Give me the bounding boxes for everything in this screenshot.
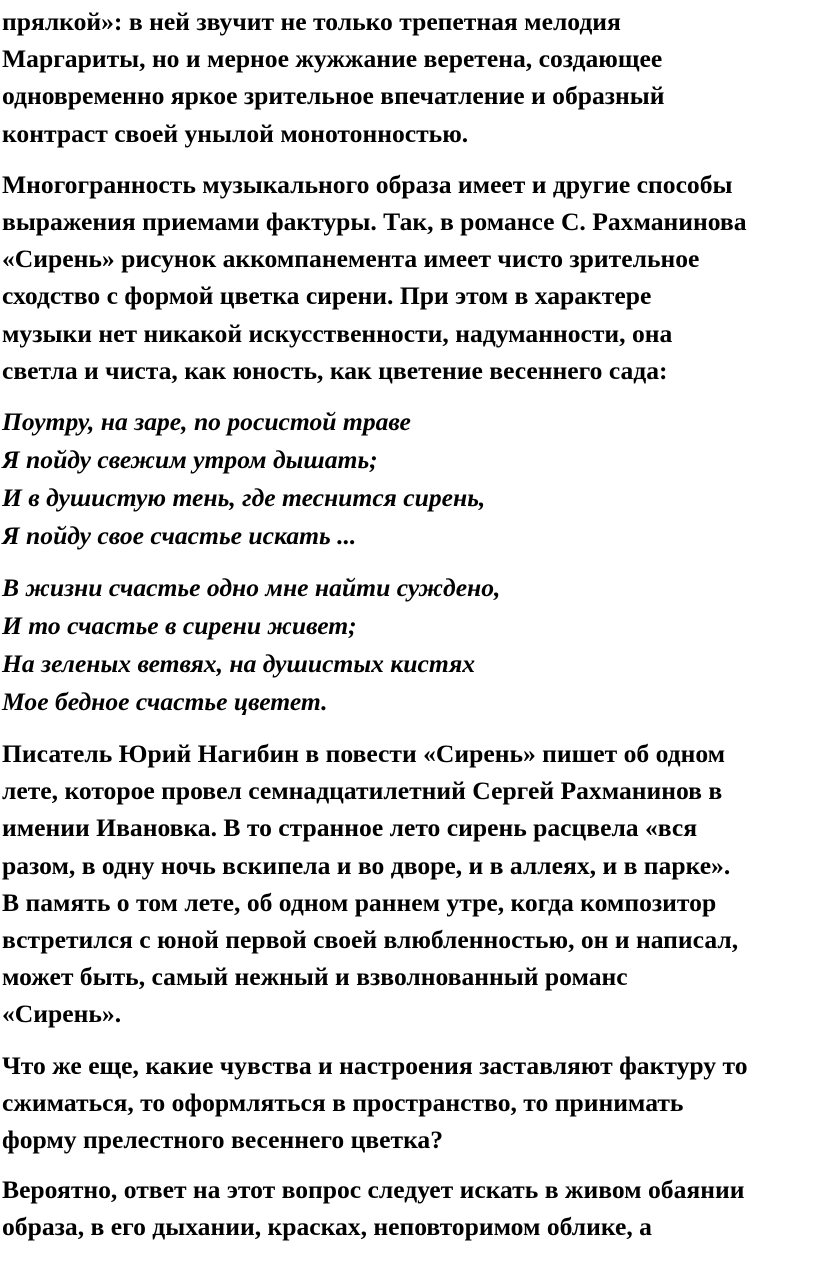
text-line: Писатель Юрий Нагибин в повести «Сирень» пишет об одном [2, 739, 726, 769]
text-line: сжиматься, то оформляться в пространство, то принимать [2, 1087, 684, 1117]
text-line: имении Ивановка. В то странное лето сирень расцвела «вся [2, 813, 698, 843]
paragraph-spacer [2, 721, 816, 735]
text-line: разом, в одну ночь вскипела и во дворе, и в аллеях, и в парке». [2, 850, 731, 880]
text-line: сходство с формой цветка сирени. При этом в характере [2, 281, 652, 311]
verse-line: И в душистую тень, где теснится сирень, [2, 483, 486, 513]
text-line: выражения приемами фактуры. Так, в романсе С. Рахманинова [2, 207, 747, 237]
text-line: «Сирень» рисунок аккомпанемента имеет чисто зрительное [2, 244, 700, 274]
text-line: встретился с юной первой своей влюбленностью, он и написал, [2, 925, 739, 955]
text-line: «Сирень». [2, 999, 122, 1029]
text-line: форму прелестного весеннего цветка? [2, 1125, 444, 1155]
text-line: контраст своей унылой монотонностью. [2, 118, 469, 148]
verse-stanza-1 [2, 403, 816, 555]
text-line: одновременно яркое зрительное впечатление и образный [2, 81, 665, 111]
paragraph-spacer [2, 1158, 816, 1171]
text-line: Вероятно, ответ на этот вопрос следует искать в живом обаянии [2, 1175, 745, 1205]
text-line: Маргариты, но и мерное жужжание веретена, создающее [2, 44, 663, 74]
paragraph-spacer [2, 152, 816, 166]
text-line: В память о том лете, об одном раннем утре, когда композитор [2, 887, 717, 917]
verse-line: Поутру, на заре, по росистой траве [2, 407, 411, 437]
paragraph-5 [2, 1171, 816, 1245]
verse-line: Мое бедное счастье цветет. [2, 687, 328, 717]
paragraph-2 [2, 166, 816, 389]
verse-line: Я пойду свежим утром дышать; [2, 445, 378, 475]
text-line: музыки нет никакой искусственности, надуманности, она [2, 318, 673, 348]
text-line: светла и чиста, как юность, как цветение весеннего сада: [2, 355, 668, 385]
text-line: Многогранность музыкального образа имеет и другие способы [2, 169, 733, 199]
paragraph-spacer [2, 555, 816, 569]
verse-line: И то счастье в сирени живет; [2, 611, 357, 641]
paragraph-4 [2, 1047, 816, 1159]
paragraph-1 [2, 3, 816, 152]
text-line: образа, в его дыхании, красках, неповторимом облике, а [2, 1212, 652, 1242]
paragraph-spacer [2, 389, 816, 403]
verse-line: В жизни счастье одно мне найти суждено, [2, 573, 501, 603]
verse-line: Я пойду свое счастье искать ... [2, 521, 357, 551]
verse-line: На зеленых ветвях, на душистых кистях [2, 649, 476, 679]
paragraph-spacer [2, 1033, 816, 1047]
text-line: может быть, самый нежный и взволнованный романс [2, 962, 628, 992]
paragraph-3 [2, 735, 816, 1033]
text-line: Что же еще, какие чувства и настроения заставляют фактуру то [2, 1050, 748, 1080]
text-line: лете, которое провел семнадцатилетний Сергей Рахманинов в [2, 776, 723, 806]
verse-stanza-2 [2, 569, 816, 721]
text-line: прялкой»: в ней звучит не только трепетная мелодия [2, 7, 621, 36]
